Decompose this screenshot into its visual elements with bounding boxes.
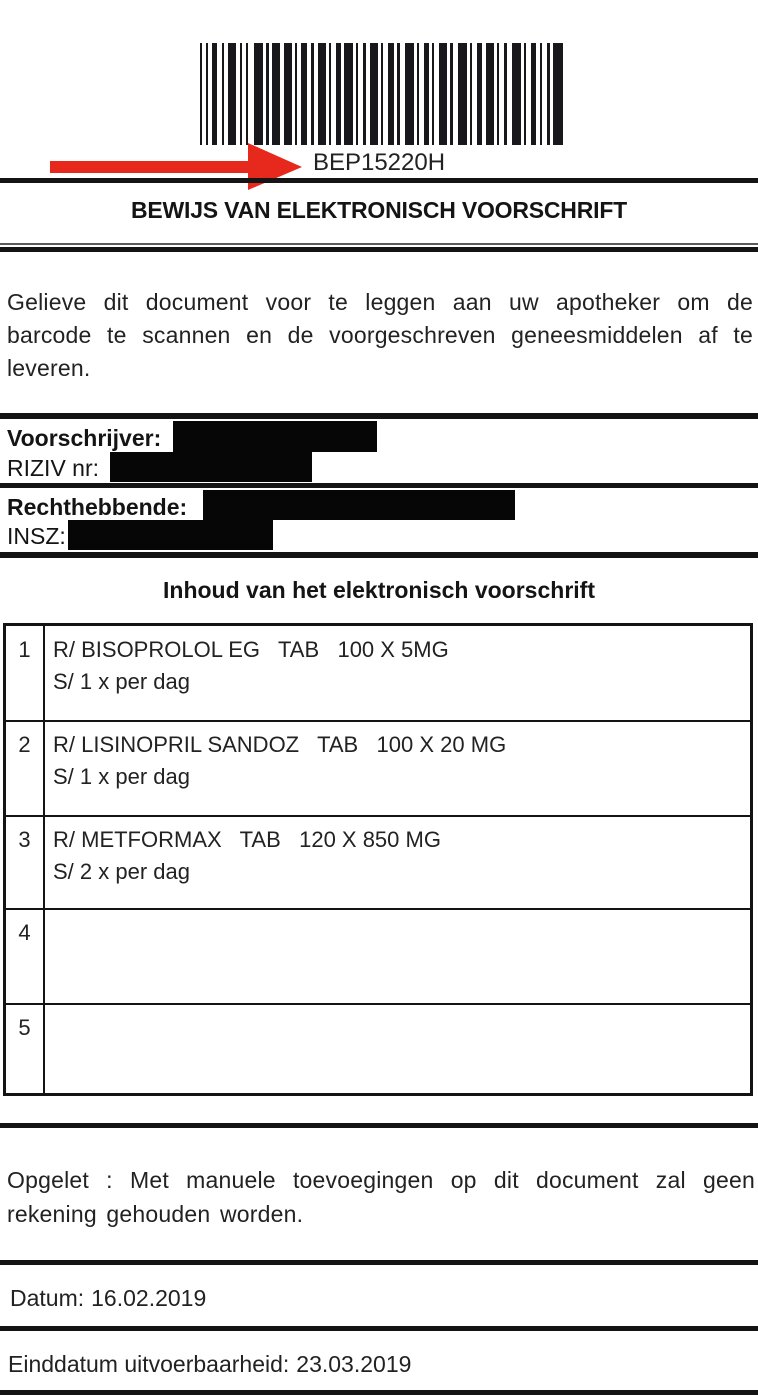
dosage-line: S/ 1 x per dag bbox=[53, 669, 190, 694]
divider bbox=[0, 413, 758, 419]
table-row-divider bbox=[6, 908, 750, 910]
divider bbox=[0, 1390, 758, 1395]
document-title: BEWIJS VAN ELEKTRONISCH VOORSCHRIFT bbox=[130, 197, 628, 223]
redacted-insz-number bbox=[68, 520, 273, 550]
divider bbox=[0, 1260, 758, 1265]
end-date-label: Einddatum uitvoerbaarheid: bbox=[8, 1351, 290, 1377]
intro-text: Gelieve dit document voor te leggen aan uw apotheker om de barcode te scannen en de voorgeschreven geneesmiddelen af te leveren. bbox=[7, 289, 753, 381]
medication-line: R/ METFORMAX TAB 120 X 850 MG bbox=[53, 827, 441, 852]
dosage-line: S/ 1 x per dag bbox=[53, 764, 190, 789]
end-date-value: 23.03.2019 bbox=[296, 1351, 412, 1377]
insz-label: INSZ: bbox=[7, 523, 66, 549]
beneficiary-label: Rechthebbende: bbox=[7, 494, 188, 520]
prescriber-label: Voorschrijver: bbox=[7, 425, 162, 451]
prescription-table bbox=[3, 623, 753, 1096]
barcode bbox=[200, 43, 563, 145]
redacted-riziv-number bbox=[110, 452, 312, 482]
date-label: Datum: bbox=[10, 1285, 85, 1311]
dosage-line: S/ 2 x per dag bbox=[53, 859, 190, 884]
row-number: 5 bbox=[18, 1015, 31, 1040]
end-date-row bbox=[8, 1351, 411, 1378]
redacted-beneficiary-name bbox=[203, 490, 515, 520]
divider bbox=[0, 483, 758, 488]
redacted-prescriber-name bbox=[173, 421, 377, 452]
medication-line: R/ LISINOPRIL SANDOZ TAB 100 X 20 MG bbox=[53, 732, 507, 757]
divider bbox=[0, 552, 758, 558]
divider bbox=[0, 1123, 758, 1128]
date-value: 16.02.2019 bbox=[91, 1285, 207, 1311]
row-number: 1 bbox=[18, 637, 31, 662]
row-number: 4 bbox=[18, 920, 31, 945]
divider bbox=[0, 1326, 758, 1331]
table-column-divider bbox=[43, 626, 45, 1093]
date-row bbox=[10, 1285, 206, 1312]
warning-text: Opgelet : Met manuele toevoegingen op dit document zal geen rekening gehouden worden. bbox=[7, 1167, 755, 1227]
table-row-divider bbox=[6, 720, 750, 722]
divider bbox=[0, 178, 758, 183]
red-arrow-icon bbox=[48, 140, 306, 196]
divider bbox=[0, 243, 758, 245]
row-number: 2 bbox=[18, 732, 31, 757]
table-title: Inhoud van het elektronisch voorschrift bbox=[163, 577, 595, 603]
table-row-divider bbox=[6, 1003, 750, 1005]
row-number: 3 bbox=[18, 827, 31, 852]
medication-line: R/ BISOPROLOL EG TAB 100 X 5MG bbox=[53, 637, 449, 662]
riziv-label: RIZIV nr: bbox=[7, 455, 100, 481]
barcode-value: BEP15220H bbox=[312, 149, 446, 176]
divider bbox=[0, 247, 758, 252]
table-row-divider bbox=[6, 815, 750, 817]
